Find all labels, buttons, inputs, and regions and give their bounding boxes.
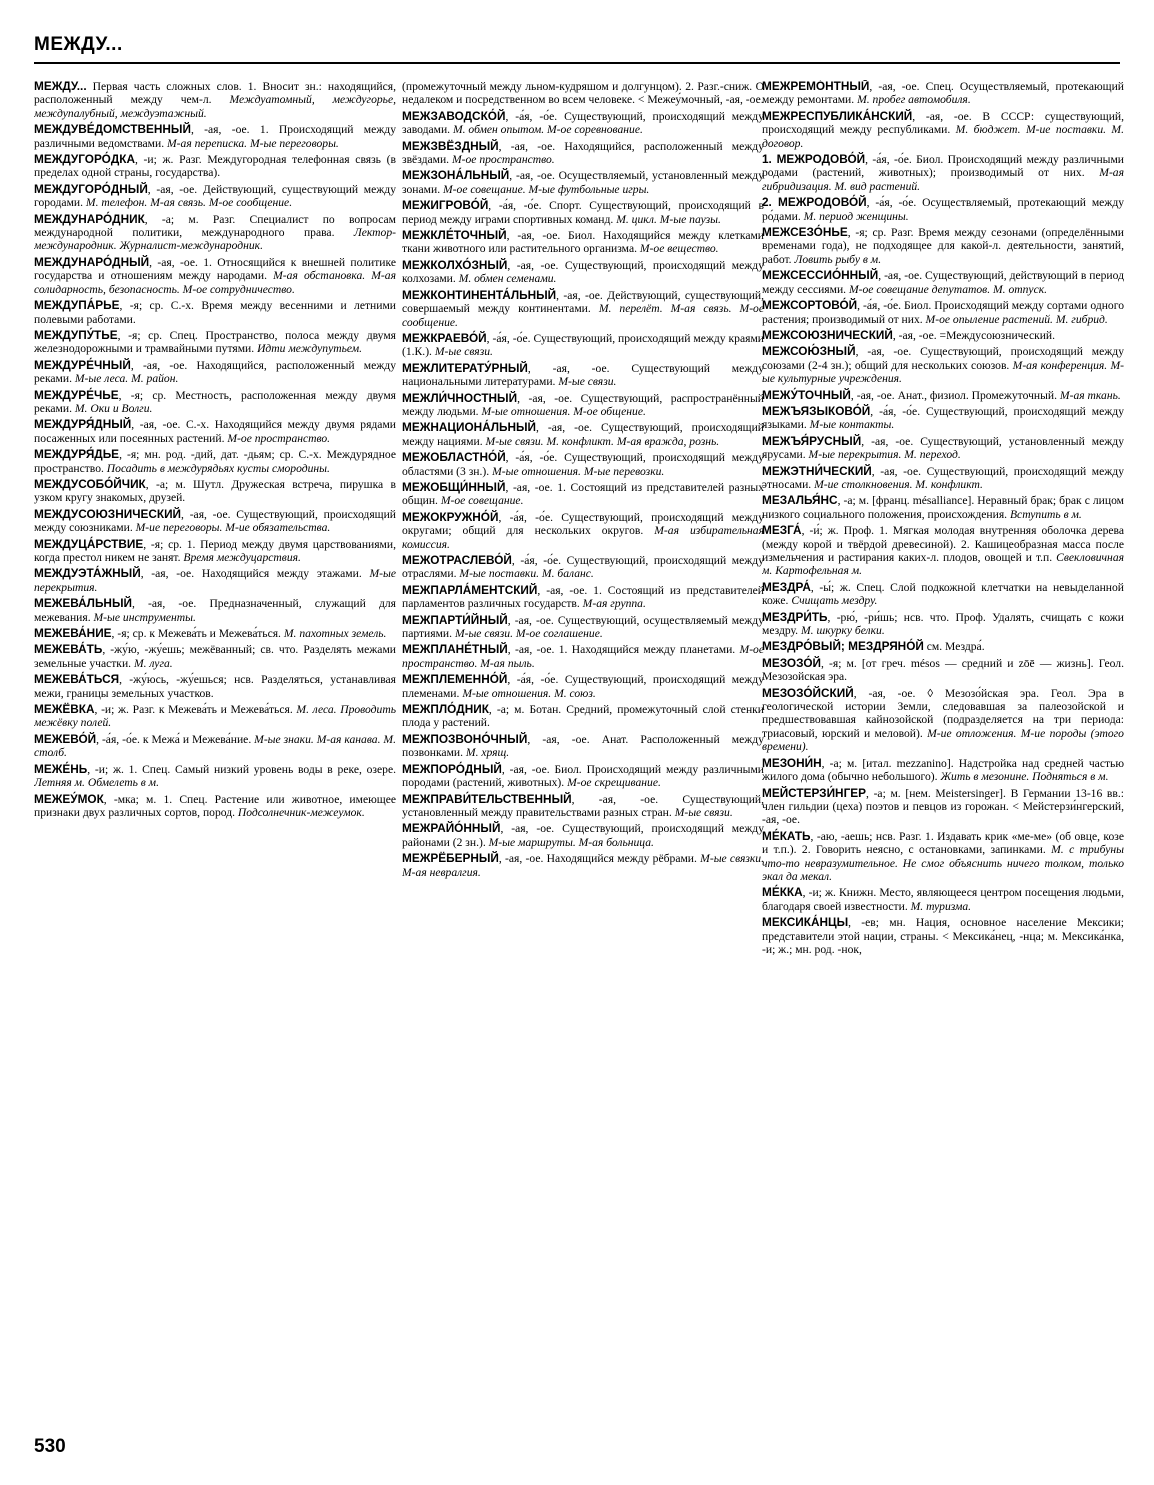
entry-headword: МЕЖПЛЕМЕННО́Й (402, 672, 508, 687)
dictionary-entry (402, 584, 764, 611)
entry-definition: , -ая, -ое. Существующий, происходящий между союзами (2-4 зн.); общий для нескольких союзов. (762, 345, 1124, 372)
dictionary-entry (402, 259, 764, 286)
entry-definition: , -жу́юсь, -жу́ешься; нсв. Разделяться, устанавливая межи, границы земельных участков. (34, 673, 396, 700)
entry-headword: МЕЖДУ... (34, 80, 87, 93)
entry-definition: , -ая, -ое. Существующий, происходящий между этносами. (762, 464, 1124, 491)
entry-definition: , -а́я, -о́е. к Межа́ и Межева́ние. (96, 732, 255, 746)
entry-headword: МЕЖСЕЗО́НЬЕ (762, 225, 848, 240)
entry-examples: М-ие отложения. М-ие породы (этого времени). (762, 726, 1124, 754)
entry-headword: МЕЖСОЮ́ЗНЫЙ (762, 344, 856, 359)
dictionary-entry (762, 110, 1124, 150)
entry-examples: М. леса. Проводить межёвку полей. (34, 703, 396, 730)
dictionary-entry (402, 703, 764, 730)
entry-definition: , -ая, -ое. Действующий, существующий, совершаемый между континентами. (402, 288, 764, 316)
dictionary-entry (762, 153, 1124, 193)
entry-definition: , -а́я, -о́е. Существующий, происходящий между областями (3 зн.). (402, 451, 764, 478)
entry-definition: , -аю, -аешь; нсв. Разг. 1. Издавать крик «ме-ме» (об овце, козе и т.п.). 2. Говорить неясно, с остановками, запинками. (762, 829, 1124, 857)
entry-examples: М. хрящ. (465, 746, 510, 760)
dictionary-entry (34, 213, 396, 253)
entry-definition: , -и; ж. Книжн. Место, являющееся центром посещения людьми, благодаря своей известности. (762, 886, 1124, 913)
entry-headword: МЕЖДУРЯ́ДЬЕ (34, 447, 120, 462)
entry-headword: МЕЖДУРЯ́ДНЫЙ (34, 417, 132, 432)
entry-headword: МЕЖРЕСПУБЛИКА́НСКИЙ (762, 108, 913, 123)
entry-examples: М. период женщины. (803, 209, 909, 223)
dictionary-entry (34, 329, 396, 356)
dictionary-entry (762, 329, 1124, 342)
entry-definition: , -ая, -ое. Предназначенный, служащий для межевания. (34, 597, 396, 624)
dictionary-entry (402, 199, 764, 226)
entry-definition: , -и́; ж. Проф. 1. Мягкая молодая внутренняя оболочка дерева (между корой и твёрдой древесиной). 2. Кашицеобразная масса после измельчения и растирания каких-л. плодов, овощей и т.п. (762, 524, 1124, 564)
dictionary-entry (402, 169, 764, 196)
entry-definition: , -а́я, -о́е. Биол. Происходящий между различными родами (растений, животных); производимый от них. (762, 153, 1124, 180)
entry-headword: МЕЖИГРОВО́Й (402, 198, 489, 213)
dictionary-entry (402, 362, 764, 389)
entry-examples: М. цикл. М-ые паузы. (616, 212, 721, 226)
dictionary-entry (402, 332, 764, 359)
dictionary-entry (762, 435, 1124, 462)
entry-examples: Посадить в междурядьях кусты смородины. (106, 461, 330, 475)
entry-definition: , -рю́, -ри́шь; нсв. что. Проф. Удалять, счищать с кожи мездру. (762, 610, 1124, 638)
entry-examples: М-ое совещание. М-ые футбольные игры. (443, 182, 650, 196)
entry-definition: , -ая, -ое. Находящийся, расположенный между реками. (34, 358, 396, 386)
page-number: 530 (34, 1436, 66, 1457)
entry-definition: , -а; м. Разг. Специалист по вопросам международной политики, международного права. (34, 212, 396, 240)
entry-examples: М. шкурку белки. (800, 624, 885, 638)
entry-definition: , -а́я, -о́е. Биол. Происходящий между сортами одного растения; производимый от них. (762, 299, 1124, 326)
entry-definition: , -ая, -ое. 1. Происходящий между различными ведомствами. (34, 123, 396, 150)
entry-headword: МЕЖДУНАРО́ДНИК (34, 211, 145, 226)
entry-definition: , -ы́; ж. Спец. Слой подкожной клетчатки на невыделанной коже. (762, 580, 1124, 608)
entry-examples: М-ое совещание. (440, 494, 524, 508)
entry-headword: МЕЖЕУ́МОК (34, 791, 104, 806)
entry-definition: , -а́я, -о́е. Существующий, происходящий между заводами. (402, 109, 764, 137)
entry-definition: , -я; ср. 1. Период между двумя царствованиями, когда престол никем не занят. (34, 537, 396, 564)
entry-headword: МЕЖПАРТИ́ЙНЫЙ (402, 612, 508, 627)
dictionary-entry (762, 389, 1124, 402)
entry-definition: , -я; м. [от греч. mésos — средний и zōē — жизнь]. Геол. Мезозойская эра. (762, 656, 1124, 684)
entry-headword: 2. МЕЖРОДОВО́Й (762, 195, 867, 210)
header-rule (34, 62, 1120, 64)
entry-examples: М-ые отношения. М-ое общение. (481, 404, 646, 418)
entry-examples: М. пробег автомобиля. (857, 93, 971, 107)
entry-headword: МЕЖОКРУЖНО́Й (402, 509, 499, 524)
entry-definition: , -я; ср. С.-х. Время между весенними и летними полевыми работами. (34, 299, 396, 326)
entry-definition: , -ая, -ое. Спец. Осуществляемый, протекающий между ремонтами. (762, 80, 1124, 107)
dictionary-entry (34, 80, 396, 120)
dictionary-entry (34, 538, 396, 565)
entry-examples: М-ые связи. М. конфликт. М-ая вражда, рознь. (485, 434, 720, 448)
dictionary-entry (762, 345, 1124, 385)
dictionary-entry (762, 640, 1124, 653)
dictionary-entry (762, 196, 1124, 223)
dictionary-entry (402, 80, 764, 107)
dictionary-entry (402, 451, 764, 478)
entry-headword: МЕ́КАТЬ (762, 828, 811, 843)
dictionary-entry (34, 567, 396, 594)
dictionary-entry (402, 554, 764, 581)
entry-headword: МЕЖНАЦИОНА́ЛЬНЫЙ (402, 420, 537, 435)
dictionary-entry (402, 289, 764, 329)
entry-headword: МЕЖРЁБЕРНЫЙ (402, 851, 499, 866)
entry-definition: , -ая, -ое. Существующий, происходящий между союзниками. (34, 507, 396, 535)
entry-examples: М. бюджет. М-ие поставки. М. договор. (762, 123, 1124, 150)
entry-examples: М-ое вещество. (639, 242, 719, 256)
entry-headword: МЕЖДУНАРО́ДНЫЙ (34, 254, 150, 269)
entry-examples: М. с трибуны что-то невразумительное. Не смог объяснить ничего толком, только экал да мекал. (762, 843, 1124, 883)
entry-headword: МЕЖЕВА́ЛЬНЫЙ (34, 596, 132, 611)
entry-definition: , -ая, -ое. Существующий, действующий в период между сессиями. (762, 269, 1124, 296)
entry-headword: МЕЗАЛЬЯ́НС (762, 493, 838, 508)
entry-headword: МЕЖДУВЕ́ДОМСТВЕННЫЙ (34, 122, 191, 137)
entry-examples: М-ые инструменты. (93, 610, 196, 624)
entry-headword: МЕЗГА́ (762, 523, 802, 538)
entry-definition: , -ая, -ое. Существующий, происходящий между колхозами. (402, 258, 764, 286)
entry-headword: МЕЖСЕССИО́ННЫЙ (762, 268, 879, 283)
entry-definition: , -я; ср. Спец. Пространство, полоса между двумя железнодорожными и трамвайными путями. (34, 328, 396, 356)
column-2 (402, 80, 764, 1400)
entry-definition: , -ая, -ое. Осуществляемый, установленный между зонами. (402, 169, 764, 196)
entry-examples: М-ое совещание депутатов. М. отпуск. (848, 282, 1048, 296)
dictionary-entry (34, 627, 396, 640)
entry-definition: , -мка; м. 1. Спец. Растение или животное, имеющее признаки двух различных сортов, пород. (34, 792, 396, 819)
dictionary-entry (402, 392, 764, 419)
entry-definition: см. Мездра́. (923, 640, 985, 654)
entry-definition: , -ая, -ое. Находящийся между рёбрами. (498, 852, 701, 866)
entry-definition: , -а; м. [нем. Meistersinger]. В Германии 13-16 вв.: член гильдии (цеха) поэтов и певцов из горожан. < Мейстерзи́нгерский, -ая, -ое. (762, 786, 1124, 827)
entry-headword: МЕКСИКА́НЦЫ (762, 915, 849, 930)
entry-definition: , -я; ср. Местность, расположенная между двумя реками. (34, 388, 396, 415)
entry-headword: МЕЗОЗО́Й (762, 655, 821, 670)
dictionary-entry (34, 299, 396, 326)
dictionary-entry (34, 643, 396, 670)
entry-definition: , -ев; мн. Нация, основное население Мексики; представители этой нации, страны. < Мексика́нец, -нца; м. Мексика́нка, -и; ж.; мн. род. -нок, (762, 916, 1124, 956)
entry-definition: , -ая, -ое. Существующий, установленный между ярусами. (762, 434, 1124, 462)
entry-headword: МЕЖКЛЕ́ТОЧНЫЙ (402, 228, 507, 243)
entry-examples: М-ые перекрытия. (34, 567, 396, 594)
entry-headword: МЕЖДУЦА́РСТВИЕ (34, 536, 144, 551)
entry-examples: М-ая группа. (582, 597, 646, 611)
entry-definition: , -а; м. Шутл. Дружеская встреча, пирушка в узком кругу знакомых, друзей. (34, 477, 396, 505)
entry-definition: , -ая, -ое. Существующий, происходящий между нациями. (402, 421, 764, 448)
entry-headword: МЕЖКОНТИНЕНТА́ЛЬНЫЙ (402, 287, 557, 302)
entry-examples: Счищать мездру. (791, 594, 878, 608)
entry-headword: МЕЖУ́ТОЧНЫЙ (762, 387, 851, 402)
entry-examples: М-ые отношения. М. союз. (462, 686, 596, 700)
dictionary-entry (402, 643, 764, 670)
dictionary-entry (762, 787, 1124, 827)
entry-definition: , -ая, -ое. =Междусоюзнический. (892, 328, 1056, 342)
entry-definition: , -ая, -ое. ◊ Мезозо́йская эра. Геол. Эра в геологической истории Земли, следовавшая за палеозойской и предшествовавшая кайнозойской (подразделяется на три периода: триасовый, юрский и меловой). (762, 686, 1124, 740)
entry-headword: МЕ́ККА (762, 885, 803, 900)
dictionary-entry (34, 733, 396, 760)
entry-definition: , -ая, -ое. 1. Находящийся между планетами. (507, 643, 740, 657)
entry-examples: М-ые поставки. М. баланс. (459, 567, 594, 581)
entry-examples: М-ая гибридизация. М. вид растений. (762, 166, 1124, 193)
entry-headword: МЕЖОБЛАСТНО́Й (402, 450, 506, 465)
entry-examples: М-ое пространство. (227, 431, 331, 445)
dictionary-entry (762, 757, 1124, 784)
entry-examples: Междуатомный, междугорье, междупалубный, междуэтажный. (34, 93, 396, 120)
entry-headword: МЕЖПРАВИ́ТЕЛЬСТВЕННЫЙ (402, 791, 572, 806)
entry-examples: М-ые леса. М. район. (74, 372, 179, 386)
dictionary-entry (402, 763, 764, 790)
entry-definition: , -а́я, -о́е. Существующий, происходящий между племенами. (402, 673, 764, 700)
entry-headword: МЕЖЛИ́ЧНОСТНЫЙ (402, 390, 518, 405)
dictionary-entry (34, 418, 396, 445)
dictionary-entry (34, 123, 396, 150)
dictionary-entry (762, 494, 1124, 521)
entry-headword: МЕЖДУЭТА́ЖНЫЙ (34, 566, 141, 581)
dictionary-entry (402, 481, 764, 508)
dictionary-entry (34, 183, 396, 210)
entry-examples: М. Оки и Волги. (74, 401, 153, 415)
entry-definition: , -ая, -ое. С.-х. Находящийся между двумя рядами посаженных или посеянных растений. (34, 418, 396, 445)
entry-headword: МЕЖПЛО́ДНИК (402, 702, 489, 717)
dictionary-entry (402, 733, 764, 760)
entry-headword: МЕЖДУСОЮЗНИЧЕСКИЙ (34, 506, 182, 521)
dictionary-entry (762, 581, 1124, 608)
entry-definition: , -а́я, -о́е. Существующий, происходящий между краями (1.К.). (402, 331, 764, 359)
entry-examples: М. обмен опытом. М-ое соревнование. (452, 123, 643, 137)
column-3 (762, 80, 1124, 1400)
entry-definition: , -а́я, -о́е. Осуществляемый, протекающий между ро́дами. (762, 196, 1124, 223)
entry-examples: Лектор-международник. Журналист-международник. (34, 226, 396, 253)
entry-definition: , -жу́ю, -жу́ешь; межёванный; св. что. Разделять межами земельные участки. (34, 643, 396, 670)
entry-headword: МЕЖСОЮЗНИЧЕСКИЙ (762, 327, 893, 342)
entry-headword: МЕЖЕВА́ТЬ (34, 642, 103, 657)
dictionary-entry (762, 465, 1124, 492)
dictionary-entry (402, 229, 764, 256)
entry-definition: , -ая, -ое. Анат., физиол. Промежуточный. (850, 388, 1060, 402)
dictionary-entry (402, 110, 764, 137)
dictionary-entry (402, 140, 764, 167)
entry-definition: , -ая, -ое. 1. Состоящий из представителей парламентов различных государств. (402, 583, 764, 611)
column-1 (34, 80, 396, 1400)
entry-definition: , -ая, -ое. Существующий, распространённый между людьми. (402, 391, 764, 418)
entry-examples: М-ая переписка. М-ые переговоры. (167, 136, 339, 150)
entry-examples: М. луга. (133, 656, 173, 670)
entry-definition: , -а́я, -о́е. Существующий, происходящий между округами; общий для нескольких округов. (402, 510, 764, 538)
entry-headword: МЕЖДУПА́РЬЕ (34, 298, 120, 313)
dictionary-entry (34, 508, 396, 535)
entry-examples: М-ие переговоры. М-ие обязательства. (135, 521, 331, 535)
dictionary-entry (762, 916, 1124, 956)
entry-examples: Подсолнечник-межеумок. (237, 805, 365, 819)
dictionary-entry (34, 478, 396, 505)
entry-definition: , -ая, -ое. Существующий между национальными литературами. (402, 361, 764, 389)
entry-definition: , -я; ср. Разг. Время между сезонами (определёнными временами года), не подходящее для какой-л. деятельности, занятий, работ. (762, 226, 1124, 266)
entry-definition: , -ая, -ое. Анат. Расположенный между позвонками. (402, 732, 764, 760)
entry-definition: (промежуточный между льном-кудряшом и долгунцом). 2. Разг.-сниж. О недалеком и посредственном во всем человеке. < Межеу́мочный, -ая, -ое. (402, 80, 764, 107)
entry-definition: , -ая, -ое. 1. Относящийся к внешней политике государства и отношениям между народами. (34, 255, 396, 283)
entry-headword: МЕЖЛИТЕРАТУ́РНЫЙ (402, 360, 528, 375)
entry-examples: М-ое пространство. (451, 153, 555, 167)
entry-definition: , -а; м. Ботан. Средний, промежуточный слой стенки плода у растений. (402, 703, 764, 730)
entry-examples: Идти междупутьем. (257, 342, 363, 356)
entry-headword: МЕЖПЛАНЕ́ТНЫЙ (402, 642, 508, 657)
dictionary-entry (34, 448, 396, 475)
running-head: МЕЖДУ... (34, 34, 123, 55)
entry-examples: Время междуцарствия. (183, 551, 301, 564)
entry-headword: МЕЖЗВЁЗДНЫЙ (402, 138, 499, 153)
dictionary-entry (762, 657, 1124, 684)
entry-examples: М-ая конференция. М-ые культурные учреждения. (762, 358, 1124, 386)
entry-headword: МЕЗОНИ́Н (762, 755, 822, 770)
entry-examples: М-ые перекрытия. М. переход. (808, 448, 961, 462)
entry-examples: М-ое опыление растений. М. гибрид. (925, 312, 1108, 326)
entry-examples: М-ые отношения. М-ые перевозки. (492, 464, 665, 478)
entry-examples: Вступить в м. (1009, 507, 1082, 521)
entry-definition: , -ая, -ое. Действующий, существующий между городами. (34, 182, 396, 210)
entry-headword: МЕЖРАЙО́ННЫЙ (402, 821, 501, 836)
entry-definition: , -ая, -ое. Существующий, осуществляемый между партиями. (402, 613, 764, 641)
dictionary-entry (762, 524, 1124, 578)
dictionary-entry (34, 359, 396, 386)
entry-definition: , -я; ср. к Межева́ть и Межева́ться. (111, 627, 284, 641)
entry-definition: Первая часть сложных слов. 1. Вносит зн.: находящийся, расположенный между чем-л. (34, 80, 396, 107)
entry-headword: МЕЖДУПУ́ТЬЕ (34, 327, 118, 342)
entry-headword: МЕЖОТРАСЛЕВО́Й (402, 553, 512, 567)
dictionary-entry (762, 687, 1124, 754)
entry-examples: М-ое скрещивание. (567, 776, 661, 790)
dictionary-entry (762, 886, 1124, 913)
dictionary-entry (34, 389, 396, 416)
dictionary-entry (762, 299, 1124, 326)
entry-headword: МЕЖЪЯ́РУСНЫЙ (762, 433, 862, 448)
entry-headword: МЕЖЕ́НЬ (34, 761, 88, 776)
entry-headword: МЕЖОБЩИ́ННЫЙ (402, 479, 506, 494)
entry-examples: М. пахотных земель. (283, 627, 387, 641)
entry-headword: 1. МЕЖРОДОВО́Й (762, 152, 866, 167)
entry-definition: , -ая, -ое. Биол. Происходящий между различными породами (растений, животных). (402, 762, 764, 790)
entry-examples: М. перелёт. М-ая связь. М-ое сообщение. (402, 302, 764, 329)
dictionary-entry (762, 269, 1124, 296)
entry-definition: , -я; мн. род. -дий, дат. -дьям; ср. С.-х. Междурядное пространство. (34, 448, 396, 475)
dictionary-entry (34, 703, 396, 730)
entry-examples: М-ая ткань. (1059, 388, 1121, 402)
entry-headword: МЕЖЕВА́НИЕ (34, 626, 112, 641)
dictionary-entry (762, 80, 1124, 107)
dictionary-entry (402, 511, 764, 551)
entry-examples: М-ые связи. (434, 345, 493, 359)
entry-examples: М-ые контакты. (809, 418, 895, 432)
dictionary-entry (402, 822, 764, 849)
entry-headword: МЕЖДУРЕ́ЧЬЕ (34, 387, 119, 402)
entry-examples: М-ые знаки. М-ая канава. М. столб. (34, 732, 396, 760)
entry-examples: М-ые связи. М-ое соглашение. (454, 627, 603, 641)
dictionary-entry (34, 153, 396, 180)
entry-headword: МЕЖЗАВОДСКО́Й (402, 108, 506, 123)
entry-definition: , -а; м. [франц. mésalliance]. Неравный брак; брак с лицом низкого социального положения, происхождения. (762, 494, 1124, 521)
entry-definition: , -ая, -ое. Находящийся, расположенный между звёздами. (402, 139, 764, 167)
entry-headword: МЕЗОЗО́ЙСКИЙ (762, 685, 854, 700)
entry-examples: М-ое пространство. М-ая пыль. (402, 643, 764, 670)
entry-headword: МЕЖДУГОРО́ДНЫЙ (34, 181, 148, 196)
dictionary-entry (34, 763, 396, 790)
dictionary-entry (402, 673, 764, 700)
entry-headword: МЕЖЁВКА (34, 702, 95, 717)
entry-examples: М. туризма. (910, 899, 972, 913)
entry-headword: МЕЙСТЕРЗИ́НГЕР (762, 785, 867, 800)
entry-examples: Свекловичная м. Картофельная м. (762, 551, 1124, 578)
entry-examples: М-ые связи. (558, 375, 617, 389)
dictionary-entry (402, 793, 764, 820)
entry-examples: М-ие столкновения. М. конфликт. (814, 477, 983, 491)
entry-headword: МЕЖЭТНИ́ЧЕСКИЙ (762, 463, 872, 478)
entry-headword: МЕЖКОЛХО́ЗНЫЙ (402, 257, 508, 272)
entry-headword: МЕЖПОЗВОНО́ЧНЫЙ (402, 731, 528, 746)
dictionary-entry (762, 830, 1124, 884)
entry-definition: , -и; ж. 1. Спец. Самый низкий уровень воды в реке, озере. (87, 762, 396, 776)
entry-headword: МЕЗДРА́ (762, 579, 811, 594)
entry-headword: МЕЖПОРО́ДНЫЙ (402, 761, 502, 776)
entry-headword: МЕЖДУРЕ́ЧНЫЙ (34, 357, 131, 372)
entry-definition: , -ая, -ое. 1. Состоящий из представителей разных общин. (402, 480, 764, 508)
entry-definition: , -а́я, -о́е. Спорт. Существующий, происходящий в период между играми спортивных команд. (402, 199, 764, 226)
entry-examples: Летняя м. Обмелеть в м. (34, 776, 159, 790)
entry-headword: МЕЗДРИ́ТЬ (762, 609, 828, 624)
entry-definition: , -а; м. [итал. mezzanino]. Надстройка над средней частью жилого дома (обычно небольшого). (762, 756, 1124, 784)
entry-headword: МЕЗДРО́ВЫЙ; МЕЗДРЯНО́Й (762, 639, 924, 654)
dictionary-entry (34, 597, 396, 624)
entry-examples: М. обмен семенами. (458, 272, 557, 286)
entry-headword: МЕЖЗОНА́ЛЬНЫЙ (402, 168, 510, 183)
entry-examples: М. телефон. М-ая связь. М-ое сообщение. (85, 196, 293, 210)
entry-headword: МЕЖРЕМО́НТНЫЙ (762, 80, 870, 93)
dictionary-entry (34, 793, 396, 820)
entry-definition: , -и; ж. Разг. к Межева́ть и Межева́ться. (94, 703, 297, 717)
dictionary-entry (402, 421, 764, 448)
entry-headword: МЕЖДУГОРО́ДКА (34, 152, 135, 167)
dictionary-entry (762, 226, 1124, 266)
entry-headword: МЕЖСОРТОВО́Й (762, 298, 858, 313)
entry-definition: , -и; ж. Разг. Междугородная телефонная связь (в пределах одной страны, государства). (34, 153, 396, 180)
entry-examples: Ловить рыбу в м. (794, 252, 882, 266)
dictionary-entry (34, 673, 396, 700)
entry-definition: , -а́я, -о́е. Существующий, происходящий между отраслями. (402, 554, 764, 581)
entry-definition: , -ая, -ое. Находящийся между этажами. (140, 567, 370, 581)
dictionary-entry (762, 611, 1124, 638)
entry-definition: , -ая, -ое. В СССР: существующий, происходящий между республиками. (762, 109, 1124, 137)
dictionary-entry (402, 852, 764, 879)
entry-definition: , -ая, -ое. Существующий, установленный между правительствами разных стран. (402, 792, 764, 819)
entry-examples: М-ая избирательная комиссия. (402, 524, 764, 551)
entry-examples: М-ые связи. (674, 805, 733, 819)
entry-headword: МЕЖЕВА́ТЬСЯ (34, 672, 120, 687)
entry-examples: М-ая обстановка. М-ая солидарность, безопасность. М-ое сотрудничество. (34, 269, 396, 296)
entry-headword: МЕЖЕВО́Й (34, 731, 97, 746)
entry-definition: , -ая, -ое. Существующий, происходящий между районами (2 зн.). (402, 822, 764, 849)
dictionary-entry (762, 405, 1124, 432)
dictionary-entry (402, 614, 764, 641)
dictionary-entry (34, 256, 396, 296)
entry-headword: МЕЖПАРЛА́МЕНТСКИЙ (402, 582, 538, 597)
entry-examples: М-ые маршруты. М-ая больница. (488, 835, 654, 849)
entry-headword: МЕЖКРАЕВО́Й (402, 330, 487, 345)
entry-definition: , -ая, -ое. Биол. Находящийся между клетками ткани животного или растительного организма. (402, 229, 764, 256)
entry-headword: МЕЖДУСОБО́ЙЧИК (34, 476, 146, 491)
entry-examples: Жить в мезонине. Подняться в м. (940, 770, 1109, 784)
entry-definition: , -а́я, -о́е. Существующий, происходящий между языками. (762, 404, 1124, 432)
entry-headword: МЕЖЪЯЗЫКОВО́Й (762, 403, 871, 418)
entry-examples: М-ые связки. М-ая невралгия. (402, 852, 764, 879)
